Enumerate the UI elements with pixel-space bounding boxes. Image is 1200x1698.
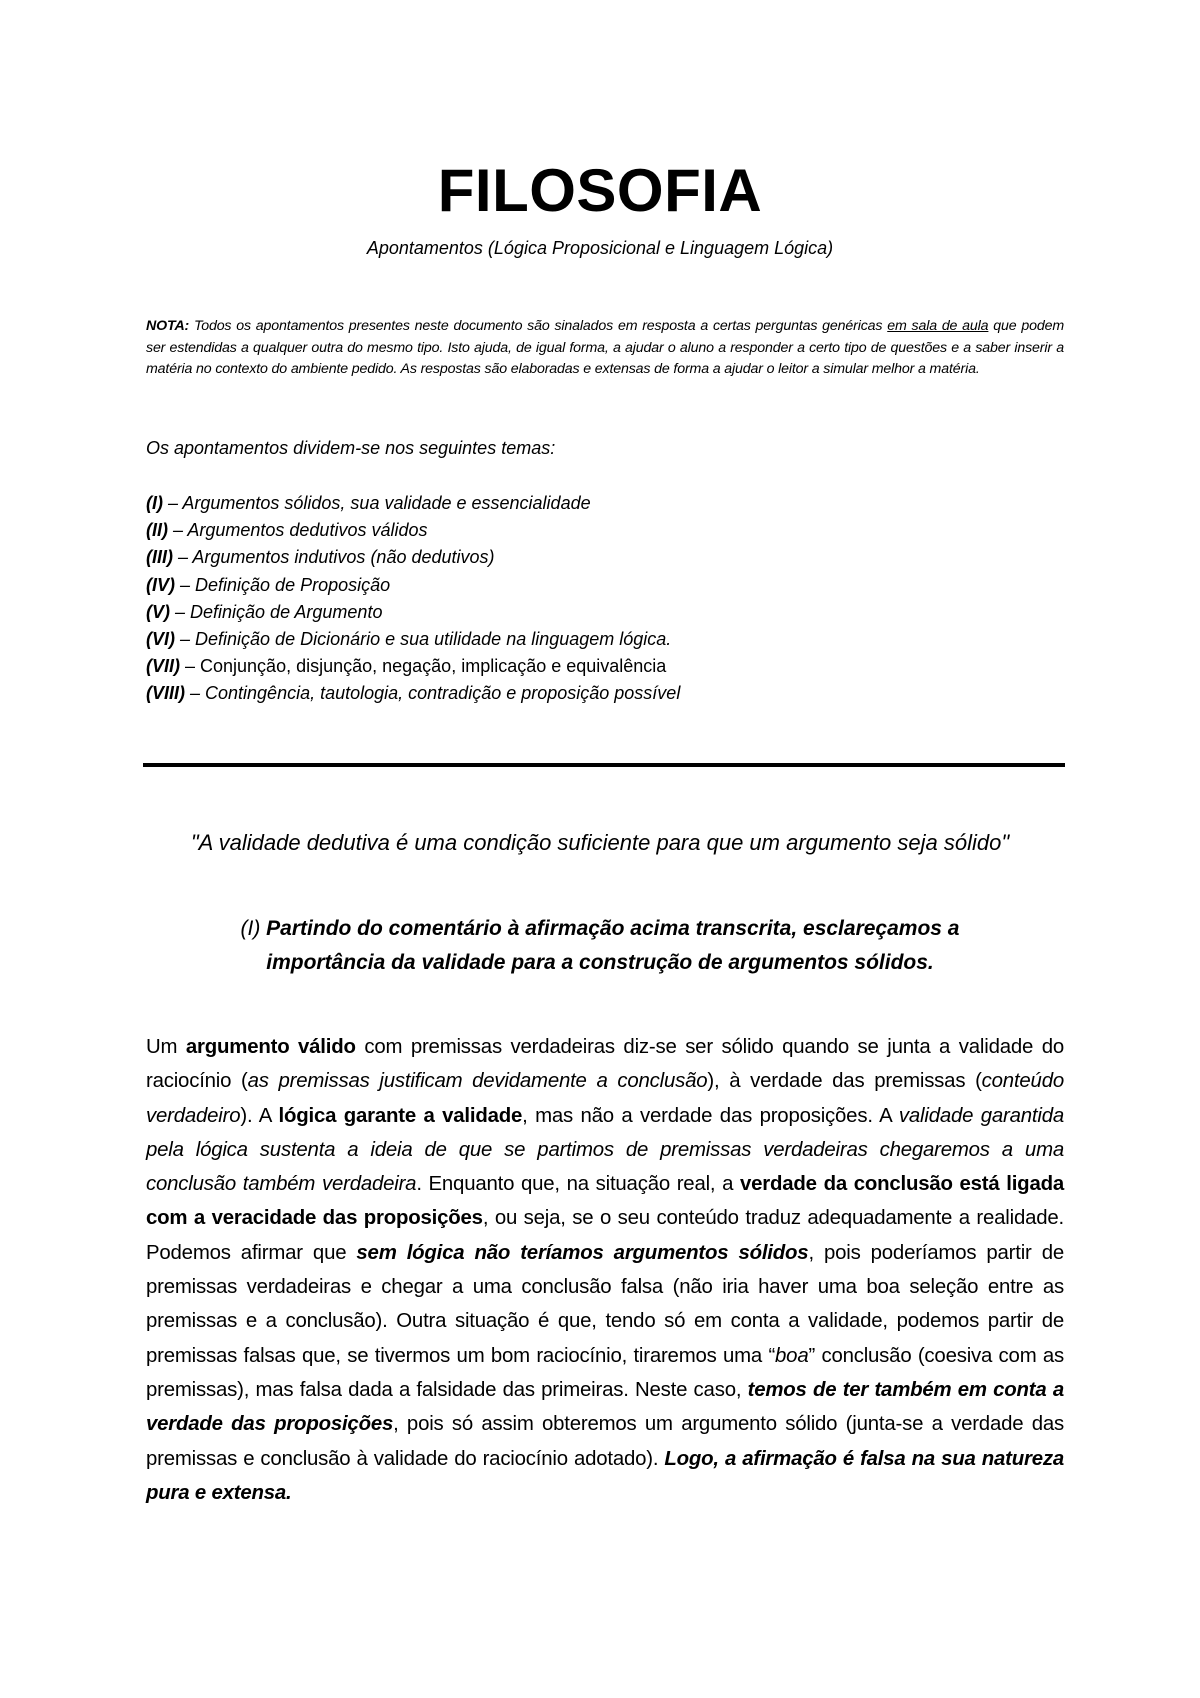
answer-paragraph — [146, 1030, 1064, 1510]
answer-text: . Enquanto que, na situação real, a — [416, 1173, 741, 1196]
topic-item — [146, 599, 1046, 626]
answer-bold-italic-text: temos de ter também em conta a verdade das proposições — [146, 1378, 1064, 1436]
answer-text: ). A — [240, 1104, 279, 1127]
answer-text: ), à verdade das premissas ( — [707, 1070, 982, 1093]
topic-text: – Conjunção, disjunção, negação, implicação e equivalência — [180, 656, 667, 677]
topic-text: – Argumentos indutivos (não dedutivos) — [173, 547, 495, 568]
topic-number: (I) — [146, 493, 163, 513]
answer-bold-text: verdade da conclusão está ligada com a veracidade das proposições — [146, 1173, 1064, 1230]
answer-text: , mas não a verdade das proposições. A — [522, 1104, 899, 1127]
note-label: NOTA: — [146, 318, 190, 334]
answer-text: , pois só assim obteremos um argumento sólido (junta-se a verdade das premissas e conclusão à validade do raciocínio adotado). — [146, 1413, 1065, 1470]
answer-bold-text: argumento válido — [185, 1036, 356, 1058]
answer-bold-text: lógica garante a validade — [278, 1104, 523, 1127]
topic-number: (V) — [146, 601, 170, 622]
topic-item — [146, 572, 1046, 599]
question-text: Partindo do comentário à afirmação acima transcrita, esclareçamos a importância da validade para a construção de argumentos sólidos. — [260, 917, 960, 974]
topic-item — [146, 680, 1046, 707]
topic-number: (IV) — [146, 574, 175, 595]
topic-text: – Contingência, tautologia, contradição e proposição possível — [185, 683, 681, 704]
note-text-2: que podem ser estendidas a qualquer outra do mesmo tipo. Isto ajuda, de igual forma, a ajudar o aluno a responder a certo tipo de questões e a saber inserir a matéria no contexto do ambiente pedido. As respostas são elaboradas e extensas de forma a ajudar o leitor a simular melhor a matéria. — [146, 318, 1065, 377]
topic-text: – Definição de Dicionário e sua utilidade na linguagem lógica. — [175, 629, 672, 650]
topics-list — [146, 490, 1046, 708]
question-number: (I) — [240, 917, 261, 940]
topic-item — [146, 626, 1046, 653]
answer-italic-text: validade garantida pela lógica sustenta a ideia de que se partimos de premissas verdadeiras chegaremos a uma conclusão também verdadeira — [146, 1104, 1064, 1196]
answer-text: , ou seja, se o seu conteúdo traduz adequadamente a realidade. Podemos afirmar que — [146, 1207, 1064, 1264]
topic-number: (VII) — [146, 656, 180, 677]
note-text-1: Todos os apontamentos presentes neste documento são sinalados em resposta a certas perguntas genéricas — [189, 318, 888, 334]
topic-number: (II) — [146, 520, 168, 541]
quoted-statement: "A validade dedutiva é uma condição suficiente para que um argumento seja sólido" — [190, 830, 1010, 855]
topic-item — [146, 490, 1046, 517]
answer-bold-italic-text: sem lógica não teríamos argumentos sólidos — [356, 1241, 809, 1264]
topic-item — [146, 544, 1046, 571]
answer-italic-text: boa — [775, 1344, 809, 1367]
answer-italic-text: as premissas justificam devidamente a conclusão — [247, 1070, 708, 1093]
topic-text: – Argumentos sólidos, sua validade e essencialidade — [163, 493, 591, 513]
topic-item — [146, 653, 1046, 680]
answer-text: , pois poderíamos partir de premissas verdadeiras e chegar a uma conclusão falsa (não iria haver uma boa seleção entre as premissas e a conclusão). Outra situação é que, tendo só em conta a validade, podemos partir de premissas falsas que, se tivermos um bom raciocínio, tiraremos uma “ — [146, 1241, 1065, 1367]
topic-text: – Definição de Proposição — [175, 574, 391, 595]
topic-item — [146, 517, 1046, 544]
topic-text: – Definição de Argumento — [170, 601, 383, 622]
question-heading — [190, 912, 1010, 980]
answer-text: com premissas verdadeiras diz-se ser sólido quando se junta a validade do raciocínio ( — [146, 1036, 1064, 1093]
horizontal-divider — [143, 763, 1065, 767]
note-underlined-text: em sala de aula — [887, 318, 989, 334]
topic-number: (III) — [146, 547, 173, 568]
answer-text: Um — [146, 1036, 186, 1058]
answer-conclusion-text: Logo, a afirmação é falsa na sua natureza pura e extensa. — [146, 1447, 1064, 1504]
answer-italic-text: conteúdo verdadeiro — [146, 1070, 1064, 1127]
note-paragraph — [146, 316, 1064, 381]
answer-text: ” conclusão (coesiva com as premissas), mas falsa dada a falsidade das primeiras. Neste caso, — [146, 1344, 1064, 1401]
document-title: FILOSOFIA — [437, 157, 763, 224]
topic-number: (VIII) — [146, 683, 185, 704]
topics-intro: Os apontamentos dividem-se nos seguintes temas: — [146, 438, 556, 458]
document-subtitle: Apontamentos (Lógica Proposicional e Linguagem Lógica) — [366, 238, 834, 258]
topic-number: (VI) — [146, 629, 175, 650]
topic-text: – Argumentos dedutivos válidos — [168, 520, 428, 541]
